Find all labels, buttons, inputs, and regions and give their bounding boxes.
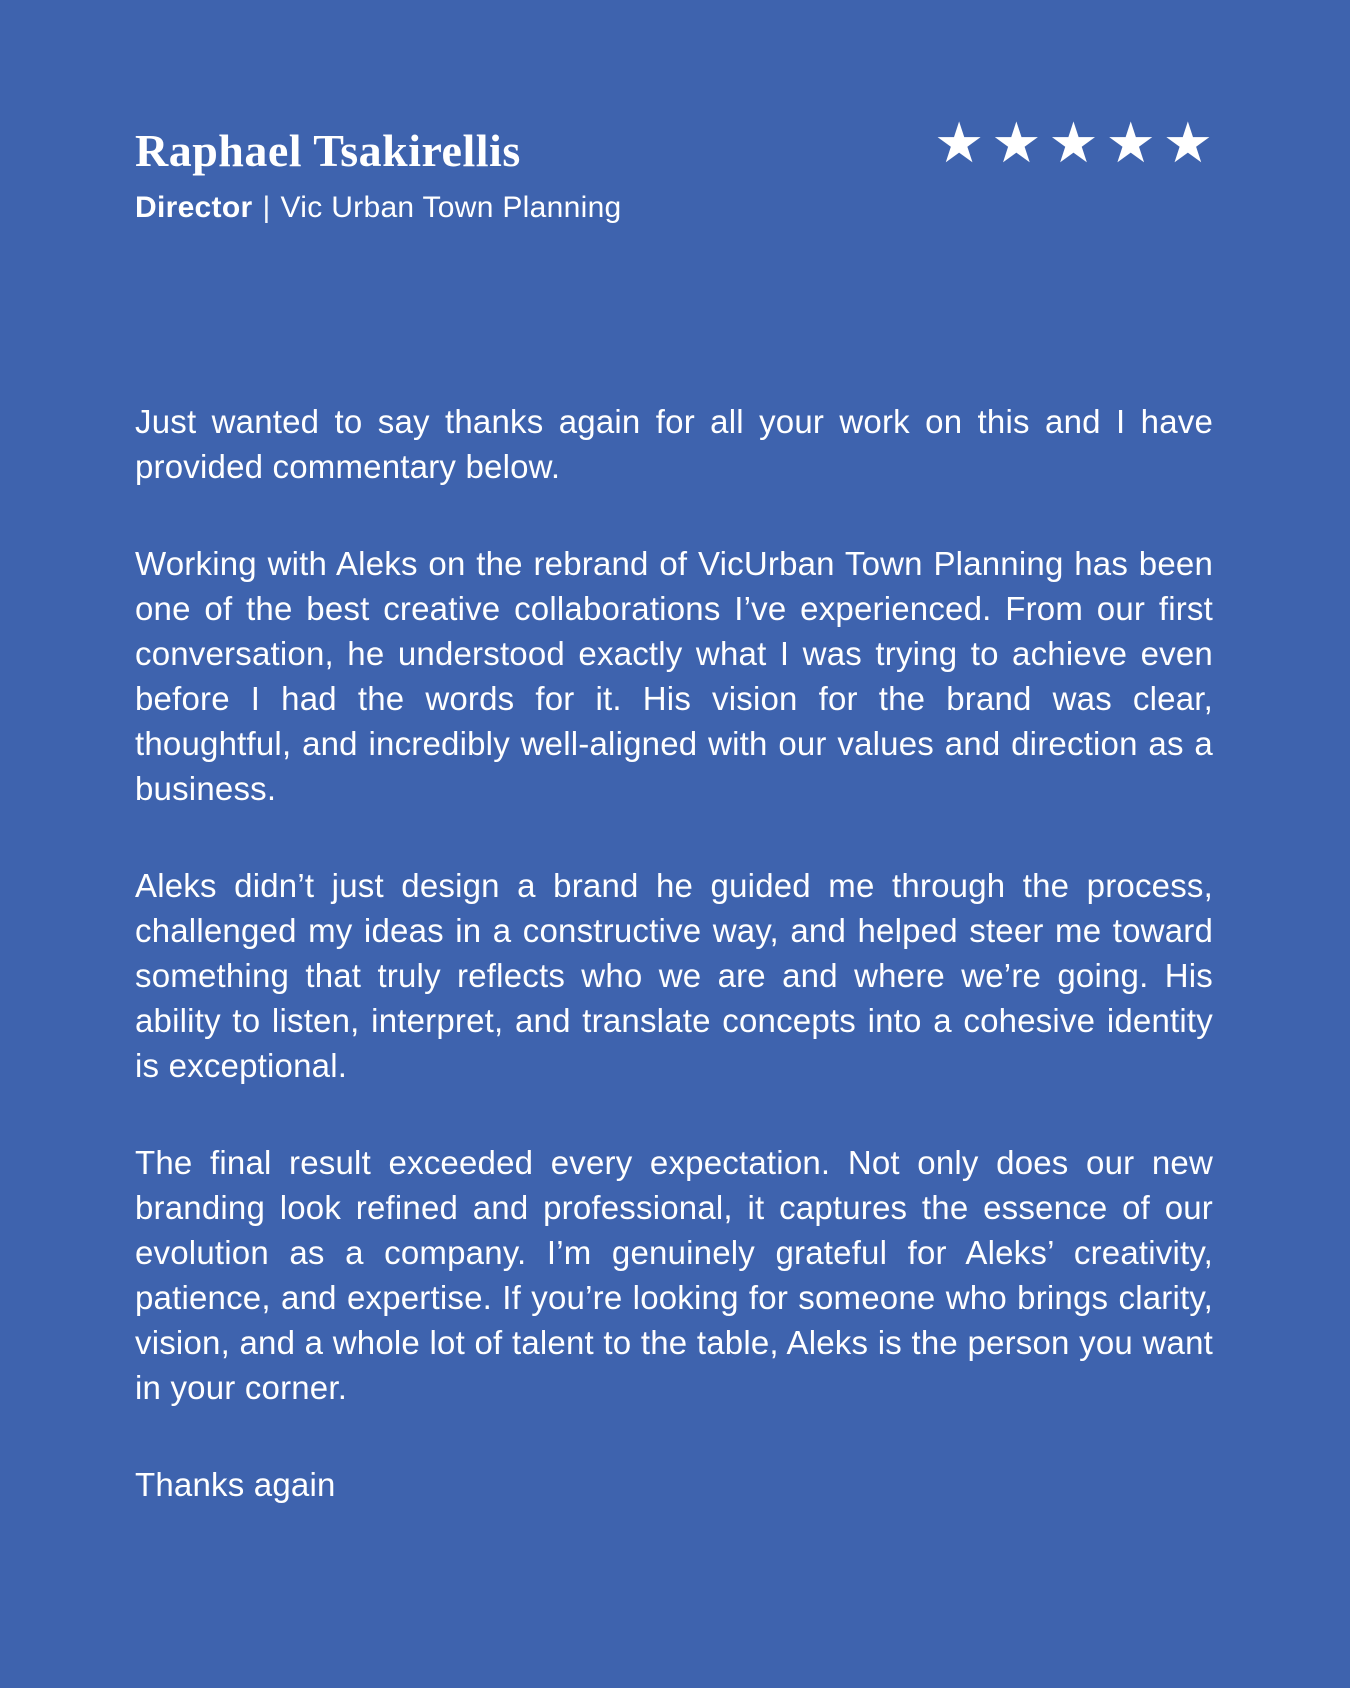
role-separator: | bbox=[262, 190, 271, 224]
reviewer-identity bbox=[135, 126, 622, 226]
star-icon: ★ bbox=[1162, 111, 1213, 176]
paragraph-intro: Just wanted to say thanks again for all your work on this and I have provided commentary below. bbox=[135, 403, 1213, 485]
reviewer-name: Raphael Tsakirellis bbox=[135, 125, 521, 176]
star-icon: ★ bbox=[933, 111, 985, 176]
signoff: Thanks again bbox=[135, 1466, 336, 1503]
paragraph-collaboration: Working with Aleks on the rebrand of VicUrban Town Planning has been one of the best creative collaborations I’ve experienced. From our first conversation, he understood exactly what I was trying to achieve even before I had the words for it. His vision for the brand was clear, thoughtful, and incredibly well-aligned with our values and direction as a business. bbox=[135, 545, 1213, 807]
star-icon: ★ bbox=[991, 111, 1042, 176]
star-icon: ★ bbox=[1048, 111, 1099, 176]
paragraph-process: Aleks didn’t just design a brand he guided me through the process, challenged my ideas in a constructive way, and helped steer me toward something that truly reflects who we are and where we’re going. His ability to listen, interpret, and translate concepts into a cohesive identity is exceptional. bbox=[135, 867, 1213, 1084]
paragraph-result: The final result exceeded every expectation. Not only does our new branding look refined and professional, it captures the essence of our evolution as a company. I’m genuinely grateful for Aleks’ creativity, patience, and expertise. If you’re looking for someone who brings clarity, vision, and a whole lot of talent to the table, Aleks is the person you want in your corner. bbox=[135, 1144, 1213, 1406]
role-title: Director bbox=[135, 190, 253, 224]
role-company: Vic Urban Town Planning bbox=[280, 190, 622, 224]
star-icon: ★ bbox=[1105, 111, 1156, 176]
star-rating bbox=[933, 111, 1213, 176]
testimonial-header bbox=[135, 111, 1213, 226]
testimonial-text bbox=[135, 399, 1213, 1507]
reviewer-role bbox=[135, 190, 622, 226]
